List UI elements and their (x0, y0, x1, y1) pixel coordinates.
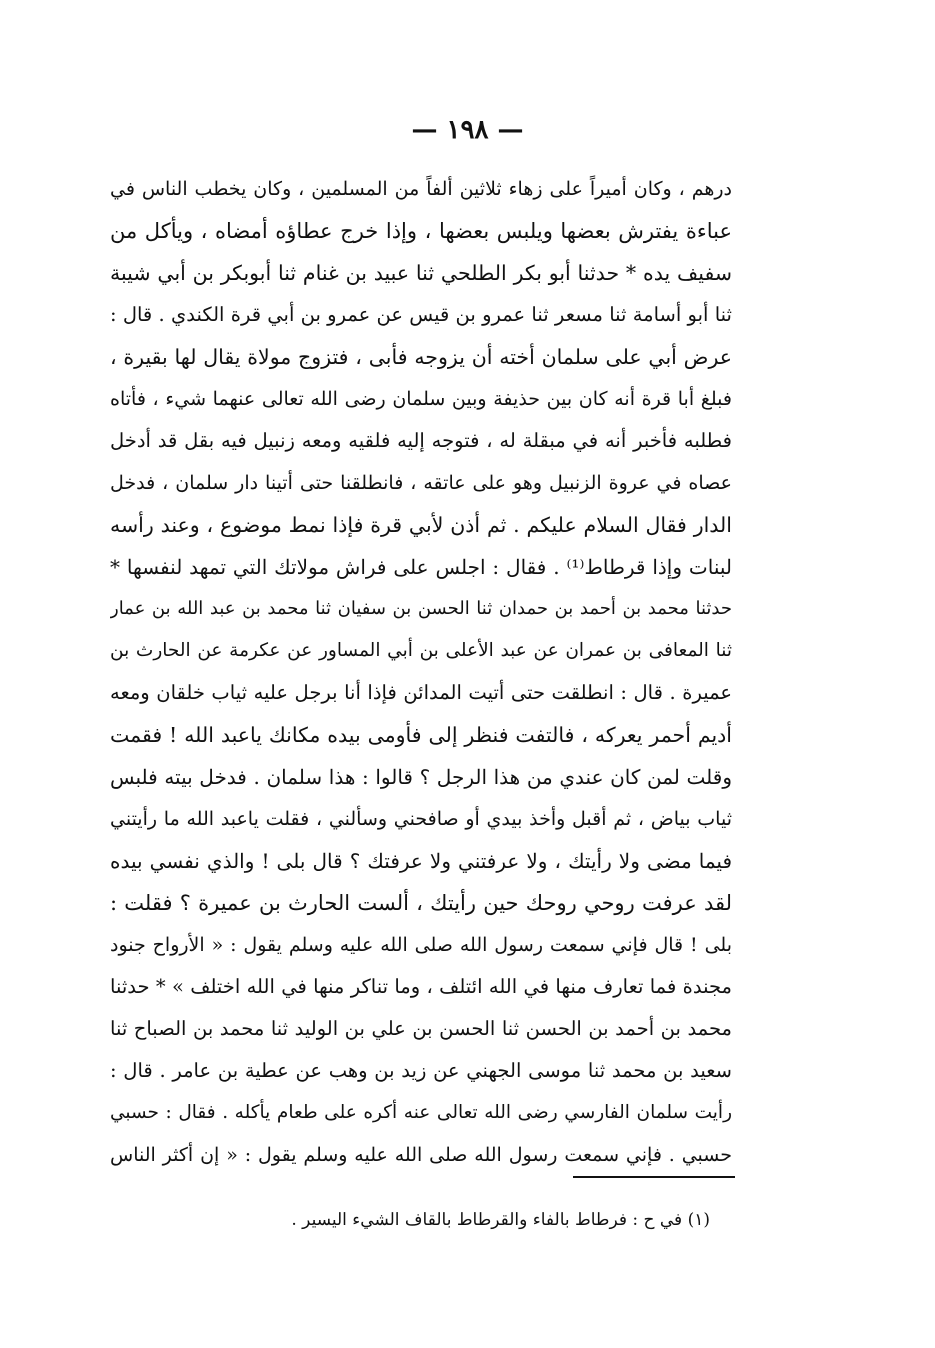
text-line-21: محمد بن أحمد بن الحسن ثنا الحسن بن علي بن الوليد ثنا محمد بن الصباح ثنا (110, 1017, 732, 1040)
text-line-15: وقلت لمن كان عندي من هذا الرجل ؟ قالوا : هذا سلمان . فدخل بيته فلبس (110, 765, 732, 789)
text-line-9: الدار فقال السلام عليكم . ثم أذن لأبي قرة فإذا نمط موضوع ، وعند رأسه (110, 513, 732, 537)
footnote: (١) في ح : فرطاط بالفاء والقرطاط بالقاف الشيء اليسير . (291, 1210, 710, 1230)
body-text (110, 168, 732, 1176)
text-line-6: فبلغ أبا قرة أنه كان بين حذيفة وبين سلمان رضى الله تعالى عنهما شيء ، فأتاه (110, 388, 732, 410)
text-line-4: ثنا أبو أسامة ثنا مسعر ثنا عمرو بن قيس عن عمرو بن أبي قرة الكندي . قال : (110, 303, 732, 326)
text-line-8: عصاه في عروة الزنبيل وهو على عاتقه ، فانطلقنا حتى أتينا دار سلمان ، فدخل (110, 472, 732, 494)
text-line-11: حدثنا محمد بن أحمد بن حمدان ثنا الحسن بن سفيان ثنا محمد بن عبد الله بن عمار (110, 598, 732, 619)
text-line-20: مجندة فما تعارف منها في الله ائتلف ، وما تناكر منها في الله اختلف » * حدثنا (110, 975, 732, 998)
text-line-16: ثياب بياض ، ثم أقبل وأخذ بيدي أو صافحني وسألني ، فقلت ياعبد الله ما رأيتني (110, 808, 732, 830)
text-line-3: سفيف يده * حدثنا أبو بكر الطلحي ثنا عبيد بن غنام ثنا أبوبكر بن أبي شيبة (110, 261, 732, 285)
footnote-divider (573, 1176, 735, 1178)
text-line-7: فطلبه فأخبر أنه في مبقلة له ، فتوجه إليه فلقيه ومعه زنبيل فيه بقل قد أدخل (110, 429, 732, 452)
text-line-18: لقد عرفت روحي روحك حين رأيتك ، ألست الحارث بن عميرة ؟ فقلت : (110, 891, 732, 915)
text-line-2: عباءة يفترش بعضها ويلبس بعضها ، وإذا خرج عطاؤه أمضاه ، ويأكل من (110, 219, 732, 243)
text-line-19: بلى ! قال فإني سمعت رسول الله صلى الله عليه وسلم يقول : « الأرواح جنود (110, 934, 732, 956)
text-line-22: سعيد بن محمد ثنا موسى الجهني عن زيد بن وهب عن عطية بن عامر . قال : (110, 1059, 732, 1082)
text-line-17: فيما مضى ولا رأيتك ، ولا عرفتني ولا عرفتك ؟ قال بلى ! والذي نفسي بيده (110, 849, 732, 873)
text-line-1: درهم ، وكان أميراً على زهاء ثلاثين ألفاً من المسلمين ، وكان يخطب الناس في (110, 178, 732, 200)
text-line-24: حسبي . فإني سمعت رسول الله صلى الله عليه وسلم يقول : « إن أكثر الناس (110, 1144, 732, 1166)
text-line-23: رأيت سلمان الفارسي رضى الله تعالى عنه أكره على طعام يأكله . فقال : حسبي (110, 1102, 732, 1123)
text-line-14: أديم أحمر يعركه ، فالتفت فنظر إلى فأومى بيده مكانك ياعبد الله ! فقمت (110, 723, 732, 747)
text-line-10: لبنات وإذا قرطاط⁽¹⁾ . فقال : اجلس على فراش مولاتك التي تمهد لنفسها * (110, 555, 732, 579)
page-number: — ١٩٨ — (411, 115, 524, 145)
text-line-12: ثنا المعافى بن عمران عن عبد الأعلى بن أبي المساور عن عكرمة عن الحارث بن (110, 640, 732, 661)
text-line-13: عميرة . قال : انطلقت حتى أتيت المدائن فإذا أنا برجل عليه ثياب خلقان ومعه (110, 681, 732, 704)
text-line-5: عرض أبي على سلمان أخته أن يزوجه فأبى ، فتزوج مولاة يقال لها بقيرة ، (110, 345, 732, 369)
